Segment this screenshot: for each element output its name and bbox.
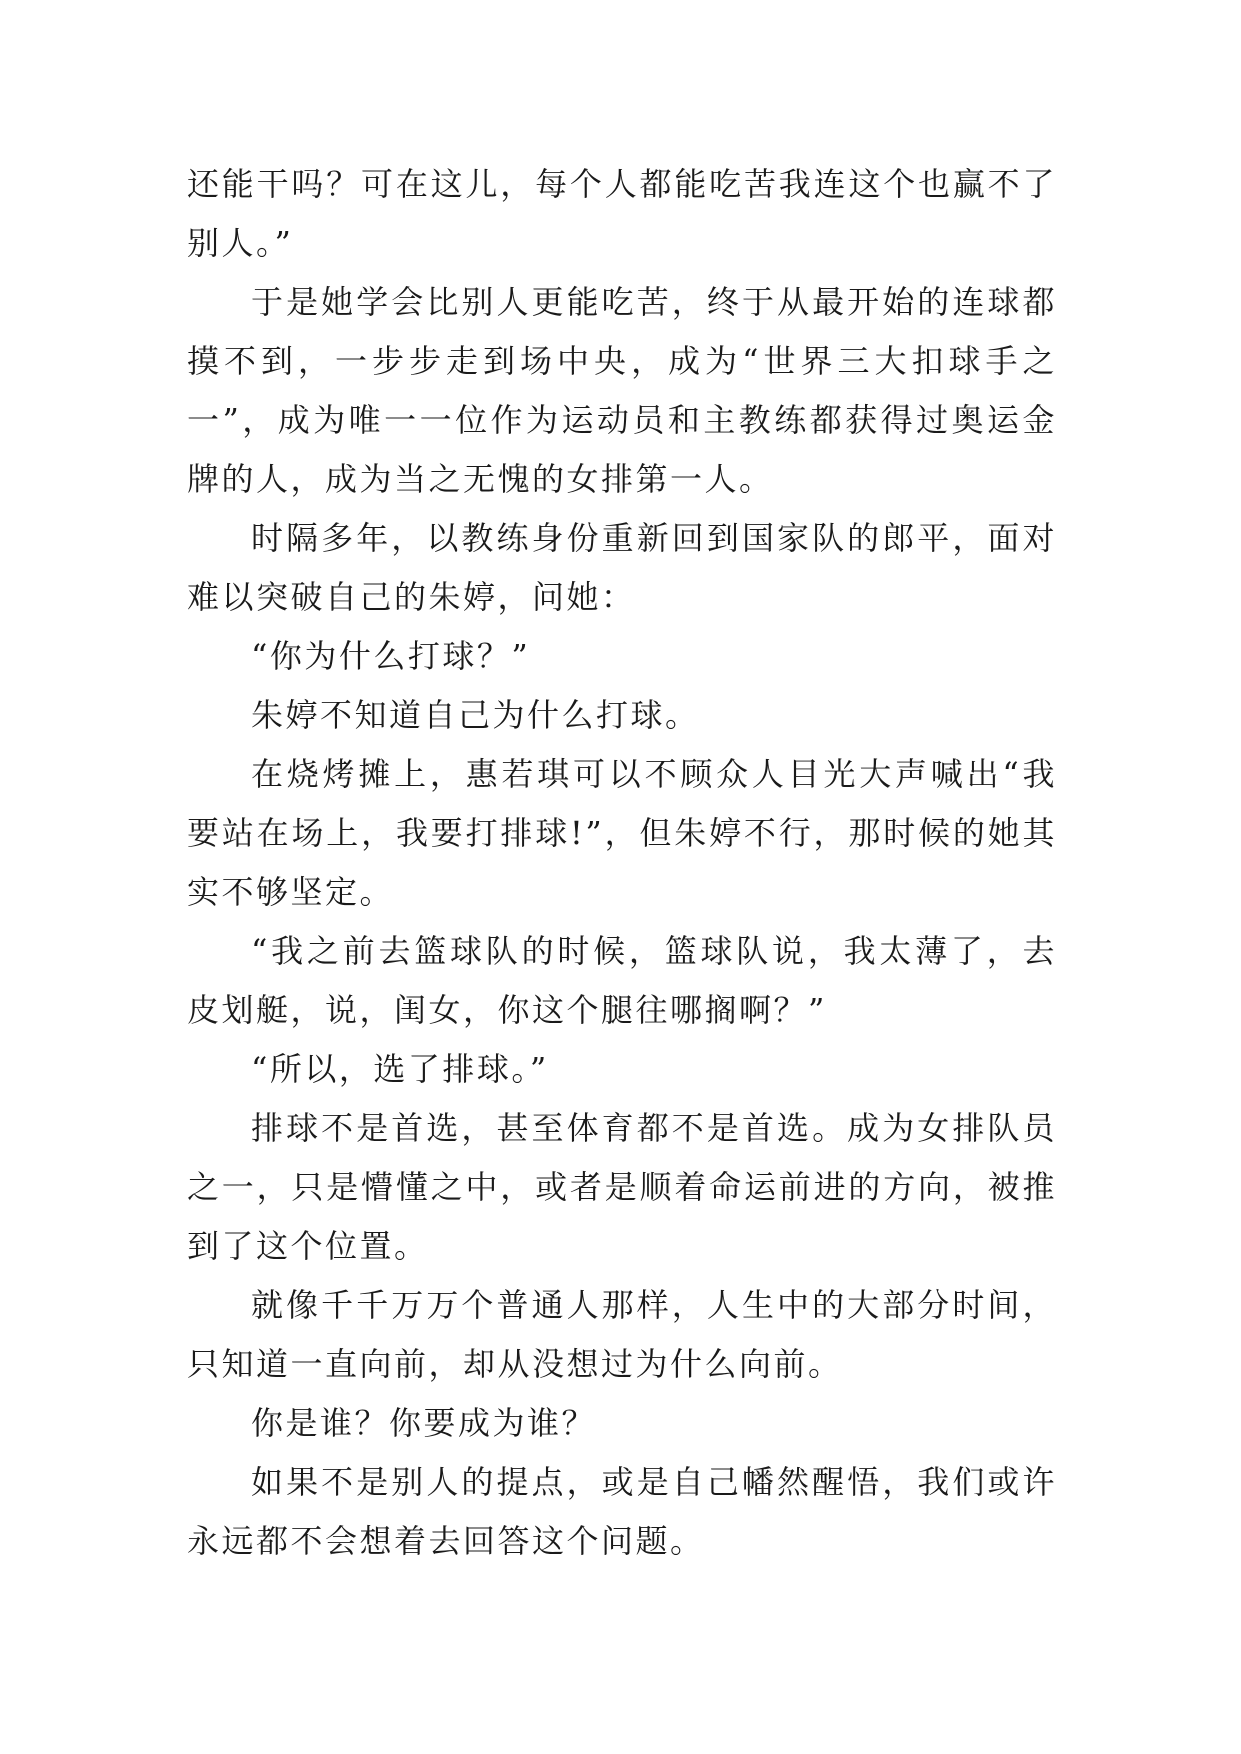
paragraph-5: 朱婷不知道自己为什么打球。 — [251, 696, 700, 734]
paragraph-2: 于是她学会比别人更能吃苦，终于从最开始的连球都摸不到，一步步走到场中央，成为“世界三大扣球手之一”，成为唯一一位作为运动员和主教练都获得过奥运金牌的人，成为当之无愧的女排第一人。 — [187, 283, 1057, 498]
document-body — [187, 155, 1057, 1571]
paragraph-7: “我之前去篮球队的时候，篮球队说，我太薄了，去皮划艇，说，闺女，你这个腿往哪搁啊？” — [187, 932, 1057, 1029]
paragraph-3: 时隔多年，以教练身份重新回到国家队的郎平，面对难以突破自己的朱婷，问她： — [187, 519, 1057, 616]
paragraph-8: “所以，选了排球。” — [251, 1050, 549, 1088]
paragraph-1: 还能干吗？可在这儿，每个人都能吃苦我连这个也赢不了别人。” — [187, 165, 1057, 262]
paragraph-9: 排球不是首选，甚至体育都不是首选。成为女排队员之一，只是懵懂之中，或者是顺着命运前进的方向，被推到了这个位置。 — [187, 1109, 1057, 1265]
paragraph-6: 在烧烤摊上，惠若琪可以不顾众人目光大声喊出“我要站在场上，我要打排球!”，但朱婷不行，那时候的她其实不够坚定。 — [187, 755, 1057, 911]
paragraph-11: 你是谁？你要成为谁？ — [251, 1404, 597, 1442]
paragraph-12: 如果不是别人的提点，或是自己幡然醒悟，我们或许永远都不会想着去回答这个问题。 — [187, 1463, 1057, 1560]
paragraph-10: 就像千千万万个普通人那样，人生中的大部分时间，只知道一直向前，却从没想过为什么向前。 — [187, 1286, 1057, 1383]
paragraph-4: “你为什么打球？” — [251, 637, 531, 675]
